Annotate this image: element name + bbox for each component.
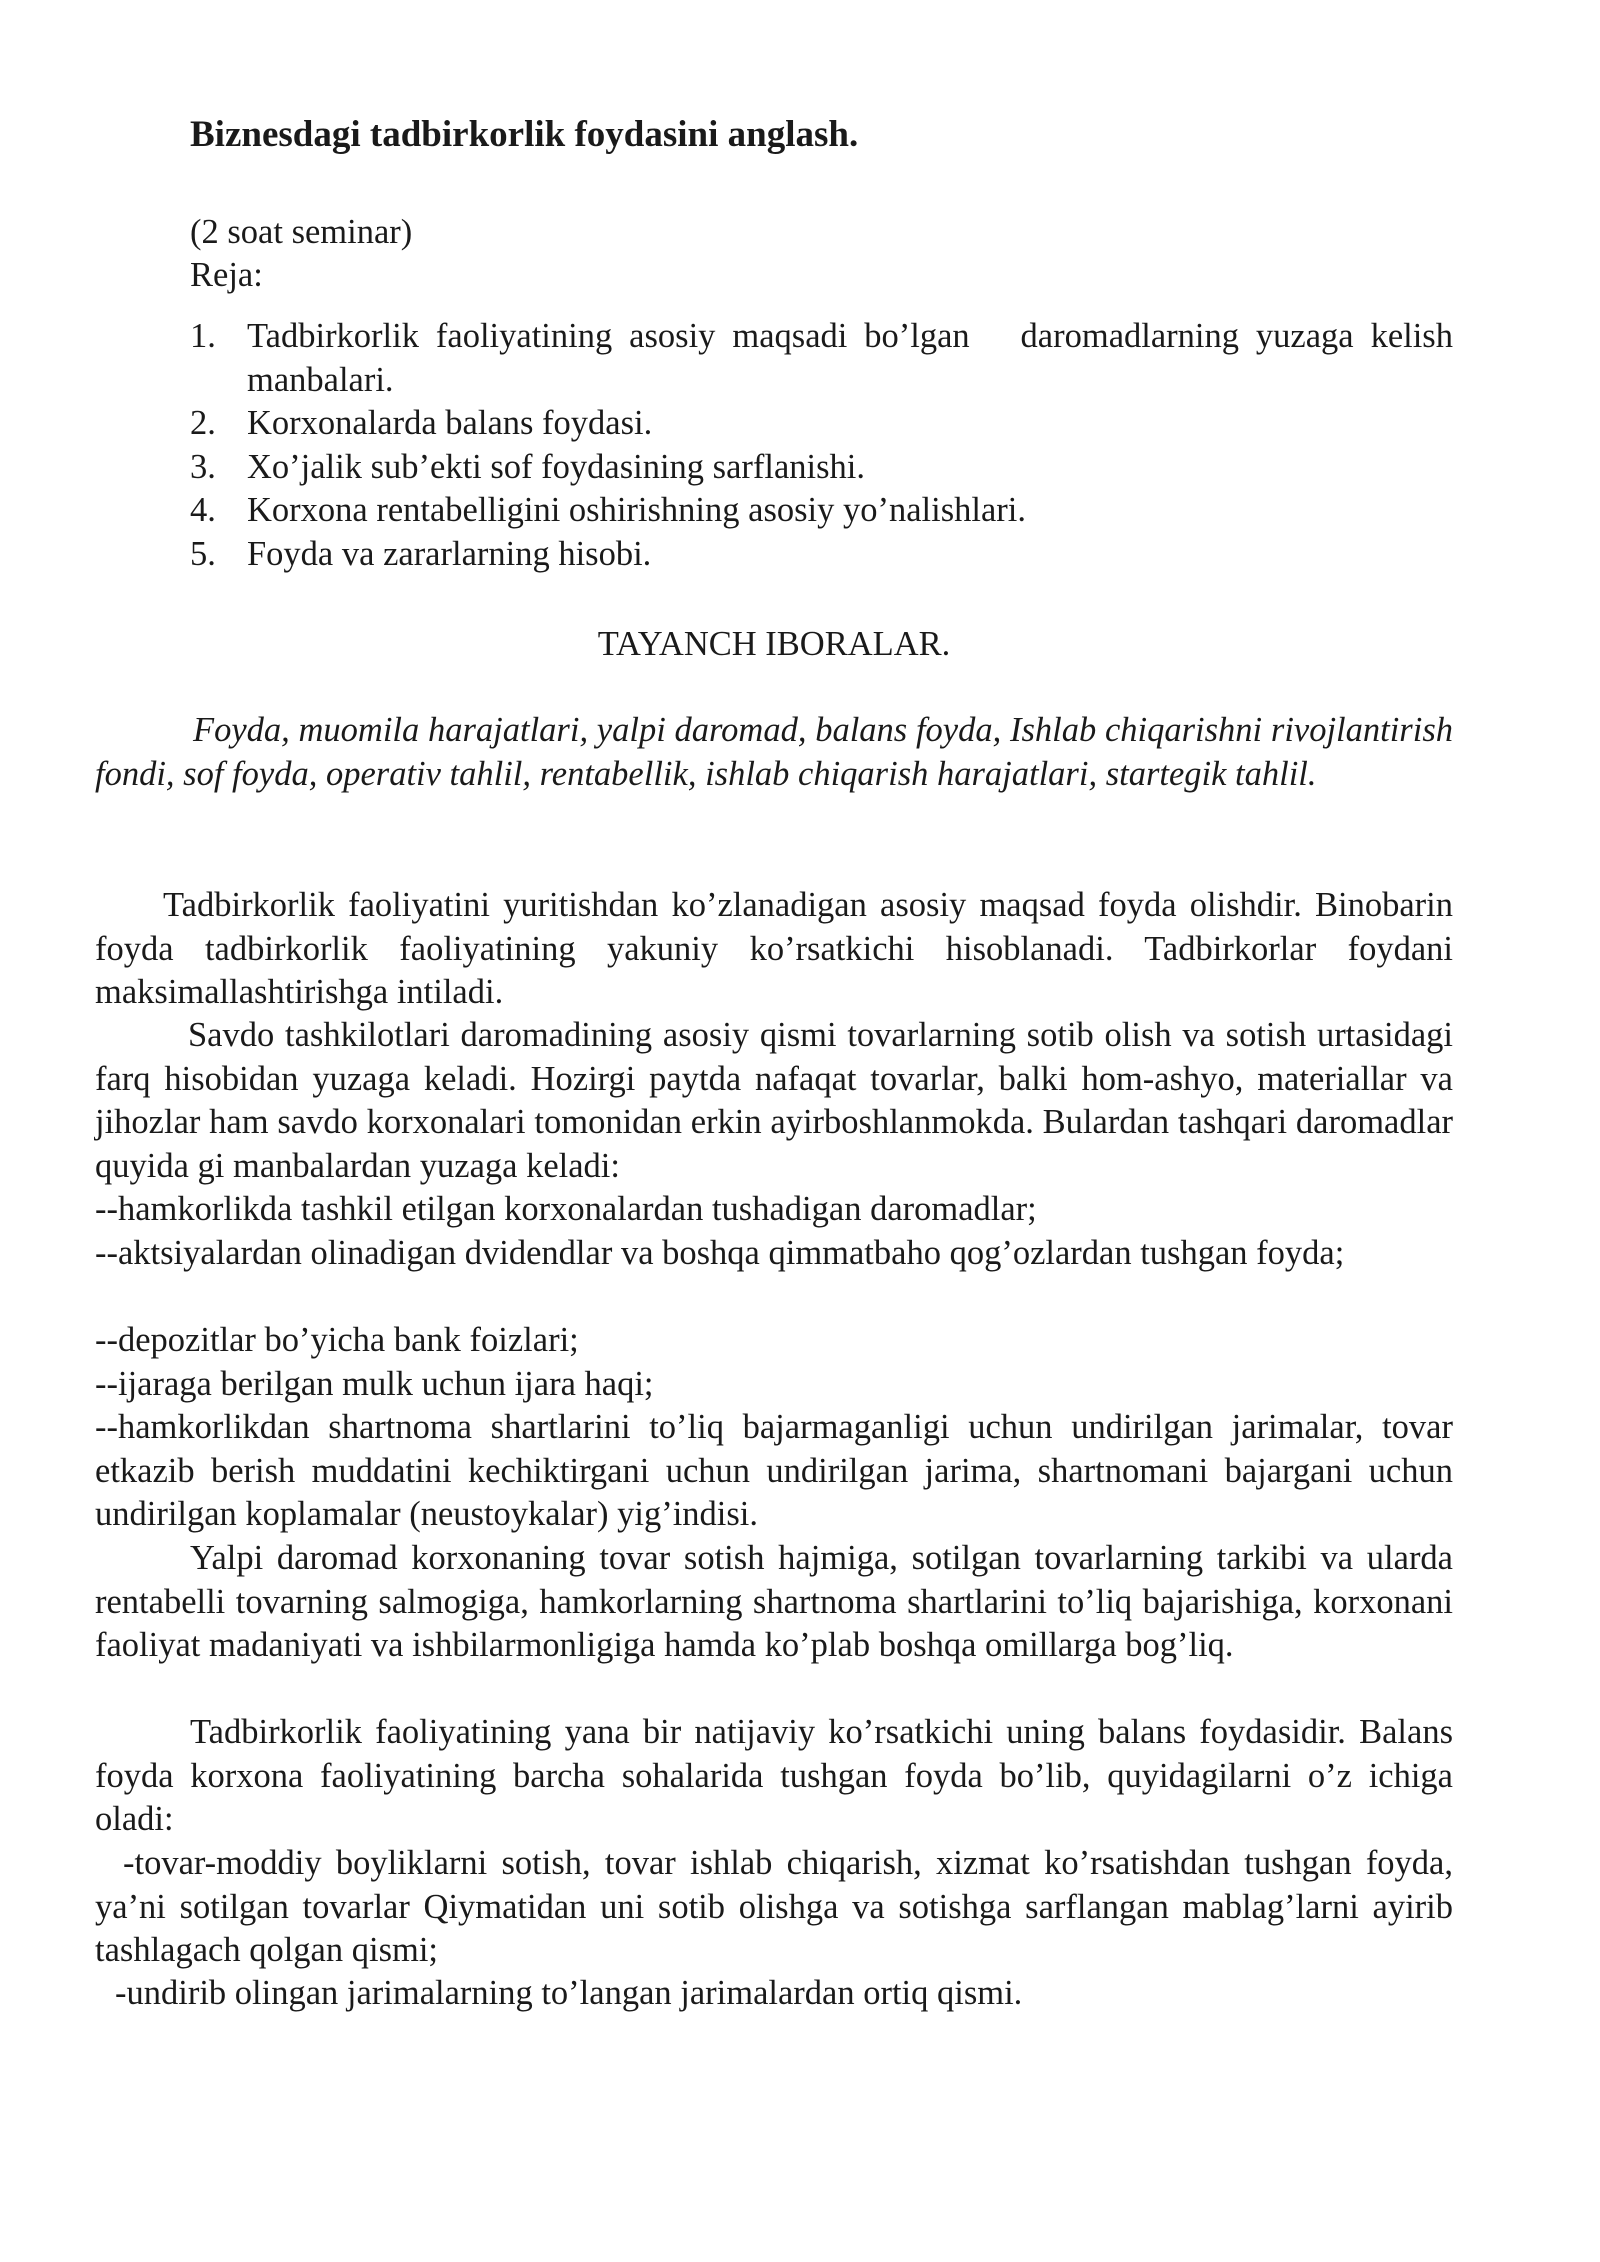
income-source-item: --aktsiyalardan olinadigan dvidendlar va boshqa qimmatbaho qog’ozlardan tushgan foyda; (95, 1234, 1345, 1272)
plan-label: Reja: (190, 256, 263, 294)
plan-item-text: Tadbirkorlik faoliyatining asosiy maqsadi bo’lgan daromadlarning yuzaga kelish manbalari. (247, 317, 1453, 399)
plan-item (190, 489, 1453, 533)
balance-profit-paragraph: Tadbirkorlik faoliyatining yana bir natijaviy ko’rsatkichi uning balans foydasidir. Balans foyda korxona faoliyatining barcha sohalarida tushgan foyda bo’lib, quyidagilarni o’z ichiga oladi: (95, 1713, 1453, 1838)
keywords-heading: TAYANCH IBORALAR. (597, 625, 951, 663)
gross-income-paragraph: Yalpi daromad korxonaning tovar sotish hajmiga, sotilgan tovarlarning tarkibi va ularda rentabelli tovarning salmogiga, hamkorlarning shartnoma shartlarini to’liq bajarishiga, korxonani faoliyat madaniyati va ishbilarmonligiga hamda ko’plab boshqa omillarga bog’liq. (95, 1539, 1453, 1664)
income-source-item: --ijaraga berilgan mulk uchun ijara haqi; (95, 1365, 654, 1403)
plan-item-number: 3. (190, 447, 216, 486)
plan-item-number: 5. (190, 534, 216, 573)
plan-item-text: Korxona rentabelligini oshirishning asosiy yo’nalishlari. (247, 491, 1026, 529)
income-source-item: --hamkorlikdan shartnoma shartlarini to’liq bajarmaganligi uchun undirilgan jarimalar, tovar etkazib berish muddatini kechiktirgani uchun undirilgan jarima, shartnomani bajargani uchun undirilgan koplamalar (neustoykalar) yig’indisi. (95, 1408, 1453, 1533)
keywords-paragraph: Foyda, muomila harajatlari, yalpi daromad, balans foyda, Ishlab chiqarishni rivojlantirish fondi, sof foyda, operativ tahlil, rentabellik, ishlab chiqarish harajatlari, startegik tahlil. (95, 711, 1453, 793)
document-title: Biznesdagi tadbirkorlik foydasini anglash. (190, 114, 859, 155)
plan-item-number: 4. (190, 491, 216, 529)
plan-item-number: 1. (190, 317, 216, 355)
plan-item-text: Xo’jalik sub’ekti sof foydasining sarflanishi. (247, 447, 866, 486)
plan-item-text: Foyda va zararlarning hisobi. (247, 534, 652, 573)
plan-item-text: Korxonalarda balans foydasi. (247, 404, 653, 442)
plan-item (190, 533, 1453, 577)
balance-profit-item: -undirib olingan jarimalarning to’langan jarimalardan ortiq qismi. (115, 1974, 1023, 2012)
plan-list (190, 315, 1453, 576)
plan-item (190, 446, 1453, 490)
intro-paragraph: Tadbirkorlik faoliyatini yuritishdan ko’zlanadigan asosiy maqsad foyda olishdir. Binobarin foyda tadbirkorlik faoliyatining yakuniy ko’rsatkichi hisoblanadi. Tadbirkorlar foydani maksimallashtirishga intiladi. (95, 886, 1453, 1011)
income-source-item: --hamkorlikda tashkil etilgan korxonalardan tushadigan daromadlar; (95, 1190, 1037, 1228)
income-sources-paragraph: Savdo tashkilotlari daromadining asosiy qismi tovarlarning sotib olish va sotish urtasidagi farq hisobidan yuzaga keladi. Hozirgi paytda nafaqat tovarlar, balki hom-ashyo, materiallar va jihozlar ham savdo korxonalari tomonidan erkin ayirboshlanmokda. Bulardan tashqari daromadlar quyida gi manbalardan yuzaga keladi: (95, 1016, 1453, 1185)
seminar-duration: (2 soat seminar) (190, 213, 413, 251)
plan-item (190, 402, 1453, 446)
income-source-item: --depozitlar bo’yicha bank foizlari; (95, 1321, 579, 1359)
plan-item-number: 2. (190, 404, 216, 442)
balance-profit-item: -tovar-moddiy boyliklarni sotish, tovar ishlab chiqarish, xizmat ko’rsatishdan tushgan foyda, ya’ni sotilgan tovarlar Qiymatidan uni sotib olishga va sotishga sarflangan mablag’larni ayirib tashlagach qolgan qismi; (95, 1844, 1453, 1969)
plan-item (190, 315, 1453, 402)
